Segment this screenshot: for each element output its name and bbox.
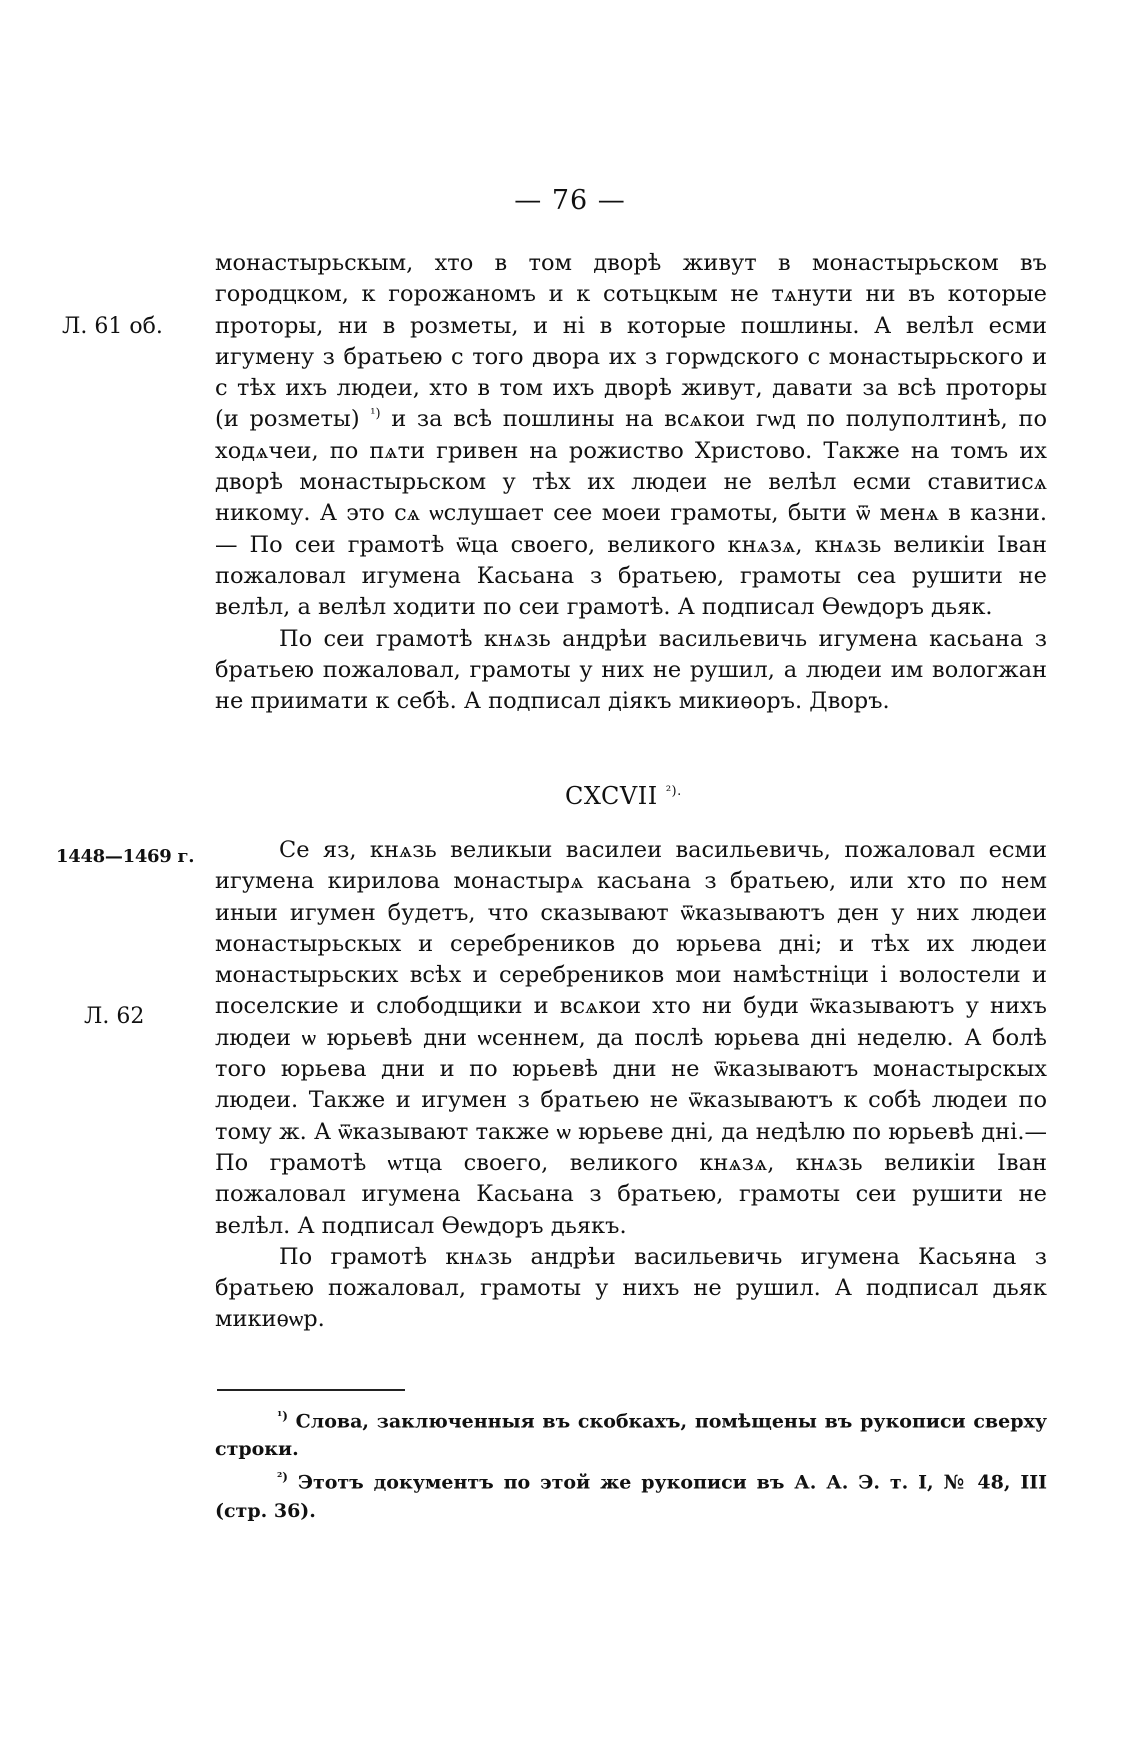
document-number: CXCVII xyxy=(565,782,658,810)
margin-note-folio: Л. 61 об. xyxy=(62,314,163,339)
footnote-reference: ¹) xyxy=(370,406,381,422)
footnote-text: Слова, заключенныя въ скобкахъ, помѣщены въ рукописи сверху строки. xyxy=(215,1410,1047,1461)
paragraph-text: и за всѣ пошлины на всѧкои гѡд по полуполтинѣ, по ходѧчеи, по пѧти гривен на рожиство Христово. Также на томъ их дворѣ монастырьском у тѣх их людеи не велѣл есми ставитисѧ никому. А это сѧ ѡслушает сее моеи грамоты, быти ѿ менѧ в казни. — По сеи грамотѣ ѿца своего, великого кнѧзѧ, кнѧзь великіи Іван пожаловал игумена Касьана з братьею, грамоты сеа рушити не велѣл, а велѣл ходити по сеи грамотѣ. А подписал Ѳеѡдоръ дьяк. xyxy=(215,406,1048,621)
footnote xyxy=(215,1463,1047,1524)
paragraph: По грамотѣ кнѧзь андрѣи васильевичь игумена Касьяна з братьею пожаловал, грамоты у нихъ не рушил. А подписал дьяк микиѳѡр. xyxy=(215,1243,1047,1333)
paragraph xyxy=(215,248,1047,624)
footnote-mark: ²) xyxy=(277,1470,288,1485)
footnote-reference: ²). xyxy=(665,784,682,799)
paragraph: По сеи грамотѣ кнѧзь андрѣи васильевичь игумена касьана з братьею пожаловал, грамоты у них не рушил, а людеи им вологжан не приимати к себѣ. А подписал діякъ микиѳоръ. Дворъ. xyxy=(215,625,1047,715)
paragraph: Се яз, кнѧзь великыи василеи васильевичь, пожаловал есми игумена кирилова монастырѧ касьана з братьею, или хто по нем иныи игумен будетъ, что сказывают ѿказываютъ ден у них людеи монастырьскых и серебреников до юрьева дні; и тѣх их людеи монастырьских всѣх и серебреников мои намѣстніци і волостели и поселские и слободщики и всѧкои хто ни буди ѿказываютъ у нихъ людеи ѡ юрьевѣ дни ѡсеннем, да послѣ юрьева дні неделю. А болѣ того юрьева дни и по юрьевѣ дни не ѿказываютъ монастырскых людеи. Также и игумен з братьею не ѿказываютъ к собѣ людеи по тому ж. А ѿказывают также ѡ юрьеве дні, да недѣлю по юрьевѣ дні.—По грамотѣ ѡтца своего, великого кнѧзѧ, кнѧзь великіи Іван пожаловал игумена Касьана з братьею, грамоты сеи рушити не велѣл. А подписал Ѳеѡдоръ дьякъ. xyxy=(215,837,1047,1239)
document-text-block-2 xyxy=(215,835,1047,1336)
footnote-mark: ¹) xyxy=(277,1409,288,1423)
document-text-block-1 xyxy=(215,248,1047,717)
margin-note-date: 1448—1469 г. xyxy=(56,846,195,867)
paragraph-text: монастырьскым, хто в том дворѣ живут в монастырьском въ городцком, к горожаномъ и к сотьцкым не тѧнути ни въ которые проторы, ни в розметы, и ні в которые пошлины. А велѣл есми игумену з братьею с того двора их з горѡдского с монастырьского и с тѣх ихъ людеи, хто в том ихъ дворѣ живут, давати за всѣ проторы (и розметы) xyxy=(215,250,1047,433)
footnote-text: Этотъ документъ по этой же рукописи въ А. А. Э. т. I, № 48, III (стр. 36). xyxy=(215,1471,1047,1522)
footnote-divider xyxy=(217,1389,405,1391)
document-heading xyxy=(565,782,682,810)
footnotes xyxy=(215,1402,1047,1525)
page-number: — 76 — xyxy=(514,185,626,216)
footnote xyxy=(215,1402,1047,1463)
margin-note-folio: Л. 62 xyxy=(84,1004,145,1029)
